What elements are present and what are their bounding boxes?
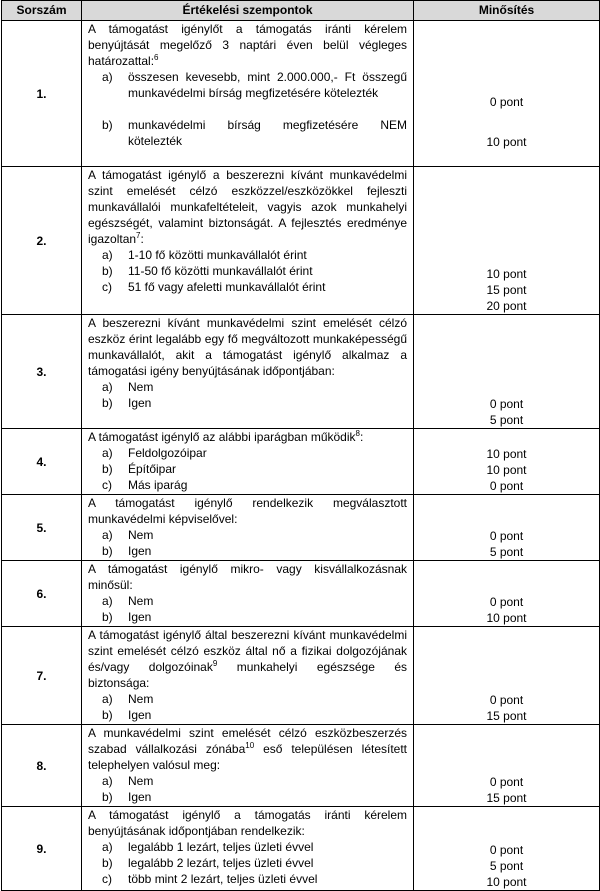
row-number: 8. [2,725,82,807]
score-cell [414,495,600,561]
option-item [88,117,407,149]
criterion-intro [88,21,407,69]
option-score: 10 pont [486,463,527,477]
criterion-row [2,807,600,891]
criterion-row [2,21,600,167]
criterion-row [2,495,600,561]
footnote-ref: 7 [136,231,141,240]
evaluation-criteria-table [1,0,600,891]
option-item [88,395,407,411]
footnote-ref: 9 [212,659,218,668]
option-score: 10 pont [486,134,527,149]
criterion-intro-text: A támogatást igénylő rendelkezik megválasztott munkavédelmi képviselővel: [88,496,407,526]
option-item [88,609,407,625]
option-item [88,789,407,805]
option-score: 0 pont [489,843,524,857]
score-spacer [420,30,593,78]
option-label: b) [102,708,113,722]
score-cell [414,21,600,167]
criterion-row [2,627,600,725]
score-cell [414,807,600,891]
criterion-intro [88,167,407,247]
option-text: Építőipar [128,462,177,476]
row-number: 1. [2,21,82,167]
option-text: Nem [128,692,154,706]
option-item [88,279,407,295]
option-score: 5 pont [489,413,524,427]
option-score: 0 pont [489,94,524,109]
option-label: a) [102,692,113,706]
option-label: b) [102,118,113,132]
footnote-ref: 6 [154,53,159,62]
option-text: több mint 2 lezárt, teljes üzleti évvel [128,872,318,886]
option-item [88,543,407,559]
header-number: Sorszám [2,1,82,21]
option-label: a) [102,840,113,854]
option-text: Más iparág [128,478,188,492]
option-item [88,477,407,493]
criterion-intro-end: eső településen létesített telephelyen valósul meg: [88,742,408,772]
option-score: 10 pont [486,267,527,281]
option-item [88,707,407,723]
criterion-cell [82,725,414,807]
option-text: 1-10 fő közötti munkavállalót érint [128,248,307,262]
option-label: b) [102,264,113,278]
option-text: összesen kevesebb, mint 2.000.000,- Ft összegű munkavédelmi bírság megfizetésére kötelezték [128,70,407,100]
option-label: b) [102,462,113,476]
criterion-intro-text: A támogatást igénylő mikro- vagy kisvállalkozásnak minősül: [88,562,407,592]
option-label: a) [102,446,113,460]
criterion-cell [82,315,414,429]
criterion-intro [88,627,407,691]
option-score: 0 pont [489,479,524,493]
option-label: b) [102,396,113,410]
header-criteria: Értékelési szempontok [82,1,414,21]
option-text: Nem [128,380,154,394]
criterion-intro-end: : [140,232,144,246]
option-score: 15 pont [486,283,527,297]
criterion-cell [82,495,414,561]
option-item [88,445,407,461]
option-item [88,855,407,871]
criterion-cell [82,21,414,167]
option-text: Nem [128,594,154,608]
criterion-row [2,167,600,315]
option-text: 51 fő vagy afeletti munkavállalót érint [128,280,326,294]
option-item [88,593,407,609]
option-text: Igen [128,610,152,624]
score-cell [414,167,600,315]
option-item [88,871,407,887]
option-label: c) [102,280,112,294]
option-score: 15 pont [486,791,527,805]
score-cell [414,315,600,429]
criterion-intro [88,315,407,379]
criterion-intro [88,429,407,445]
row-number: 4. [2,429,82,495]
option-score: 0 pont [489,397,524,411]
option-label: b) [102,544,113,558]
option-item [88,247,407,263]
criterion-intro [88,561,407,593]
criterion-intro-end: : [359,430,364,444]
option-item [88,839,407,855]
criterion-intro [88,807,407,839]
option-text: legalább 1 lezárt, teljes üzleti évvel [128,840,314,854]
option-score: 0 pont [489,595,524,609]
criterion-cell [82,167,414,315]
score-cell [414,627,600,725]
option-label: a) [102,528,113,542]
criterion-cell [82,627,414,725]
criterion-row [2,315,600,429]
option-score: 10 pont [486,875,527,889]
option-item [88,69,407,117]
option-text: Feldolgozóipar [128,446,207,460]
option-score: 20 pont [486,299,527,313]
footnote-ref: 8 [355,429,360,438]
header-row [2,1,600,21]
option-text: munkavédelmi bírság megfizetésére NEM kötelezték [128,118,407,148]
option-text: Nem [128,774,154,788]
option-text: Igen [128,708,152,722]
criterion-row [2,561,600,627]
header-rating: Minősítés [414,1,600,21]
option-label: a) [102,248,113,262]
option-label: c) [102,872,112,886]
option-score: 0 pont [489,775,524,789]
criterion-intro-end: munkahelyi egészsége és biztonsága: [88,660,407,690]
criterion-cell [82,429,414,495]
option-label: b) [102,790,113,804]
row-number: 3. [2,315,82,429]
option-score: 0 pont [489,529,524,543]
option-item [88,461,407,477]
score-cell [414,725,600,807]
option-label: a) [102,70,113,84]
footnote-ref: 10 [245,741,255,750]
criterion-intro-text: A támogatást igénylőt a támogatás iránti kérelem benyújtását megelőző 3 naptári éven belül végleges határozattal: [88,22,407,68]
option-item [88,527,407,543]
option-text: 11-50 fő közötti munkavállalót érint [128,264,313,278]
option-text: Nem [128,528,154,542]
criterion-intro [88,725,407,773]
row-number: 6. [2,561,82,627]
row-number: 7. [2,627,82,725]
criterion-cell [82,561,414,627]
option-label: a) [102,774,113,788]
criterion-row [2,429,600,495]
option-score: 0 pont [489,693,524,707]
option-label: a) [102,380,113,394]
criterion-intro-text: A beszerezni kívánt munkavédelmi szint emelését célzó eszköz érint legalább egy fő megváltozott munkaképességű munkavállalót, akit a támogatást igénylő alkalmaz a támogatási igény benyújtásának időpontjában: [88,316,407,378]
option-label: c) [102,478,112,492]
criterion-intro-text: A munkavédelmi szint emelését célzó eszközbeszerzés szabad vállalkozási zónába [88,726,407,756]
criterion-cell [82,807,414,891]
row-number: 5. [2,495,82,561]
option-score: 10 pont [486,447,527,461]
option-item [88,691,407,707]
option-text: Igen [128,544,152,558]
criterion-intro-text: A támogatást igénylő a támogatás iránti kérelem benyújtásának időpontjában rendelkezik: [88,808,407,838]
criterion-intro-text: A támogatást igénylő a beszerezni kívánt munkavédelmi szint emelését célzó eszközzel/eszközökkel fejleszti munkavállalói munkafeltételeit, vagyis azok munkahelyi egészségét, valamint biztonságát. A fejlesztés eredménye igazoltan [88,168,407,246]
criterion-intro-text: A támogatást igénylő által beszerezni kívánt munkavédelmi szint emelését célzó eszköz által nő a fizikai dolgozójának és/vagy dolgozóinak [88,628,407,674]
option-score: 5 pont [489,545,524,559]
option-item [88,379,407,395]
option-score: 15 pont [486,709,527,723]
option-label: a) [102,594,113,608]
option-text: legalább 2 lezárt, teljes üzleti évvel [128,856,314,870]
option-score: 10 pont [486,611,527,625]
score-cell [414,429,600,495]
score-cell [414,561,600,627]
criterion-intro-text: A támogatást igénylő az alábbi iparágban működik [88,430,356,444]
criterion-intro [88,495,407,527]
row-number: 9. [2,807,82,891]
row-number: 2. [2,167,82,315]
option-text: Igen [128,396,152,410]
option-label: b) [102,610,113,624]
option-label: b) [102,856,113,870]
option-item [88,773,407,789]
criterion-row [2,725,600,807]
option-score: 5 pont [489,859,524,873]
option-text: Igen [128,790,152,804]
option-item [88,263,407,279]
